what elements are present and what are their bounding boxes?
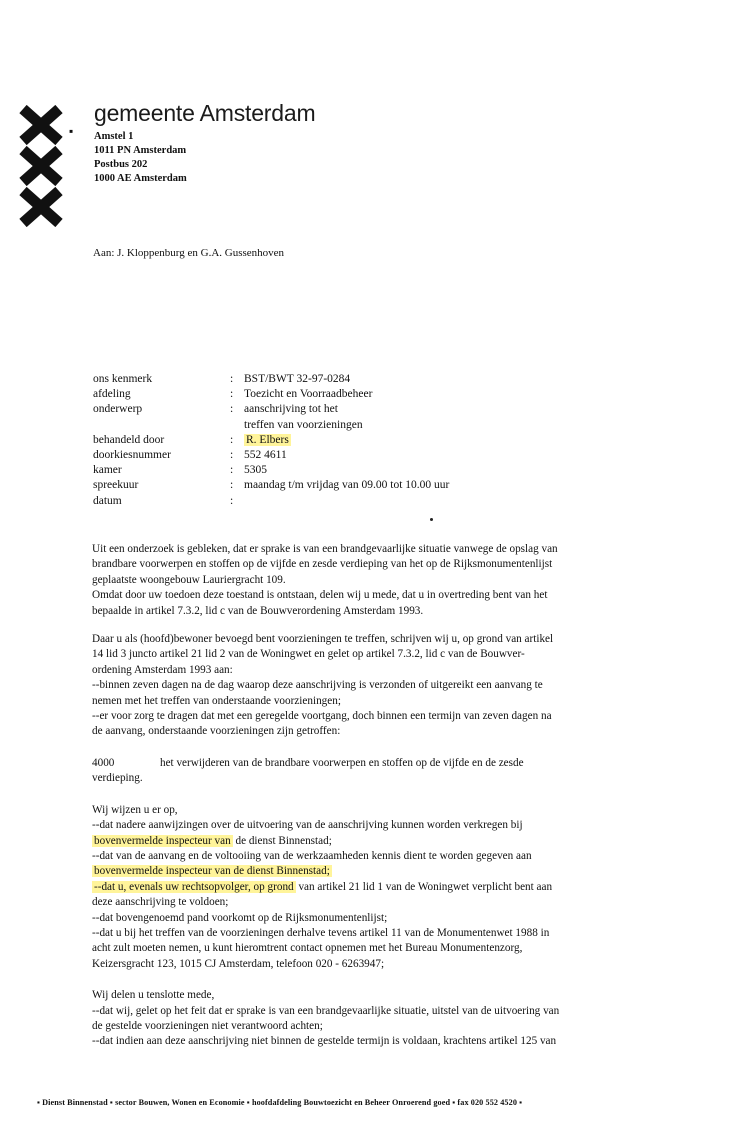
recipient-line: Aan: J. Kloppenburg en G.A. Gussenhoven [93,247,285,259]
body-line: Wij wijzen u er op, [92,803,178,816]
meta-colon: : [230,449,234,462]
body-line: acht zult moeten nemen, u kunt hieromtrent contact opnemen met het Bureau Monumentenzorg, [92,942,523,955]
meta-value: Toezicht en Voorraadbeheer [244,388,373,401]
meta-label: spreekuur [93,479,139,492]
meta-row [93,494,449,509]
body-line: de aanvang, onderstaande voorzieningen zijn getroffen: [92,725,341,738]
meta-value-highlighted: R. Elbers [246,433,289,446]
meta-label: datum [93,494,122,507]
body-line: --dat bovengenoemd pand voorkomt op de Rijksmonumentenlijst; [92,911,388,924]
voorziening-text-cont: verdieping. [92,772,143,785]
meta-value: maandag t/m vrijdag van 09.00 tot 10.00 uur [244,479,450,492]
body-line: --binnen zeven dagen na de dag waarop deze aanschrijving is verzonden of uitgereikt een aanvang te [92,679,543,692]
highlighted-text: bovenvermelde inspecteur van de dienst Binnenstad; [94,865,330,878]
meta-label: doorkiesnummer [93,449,171,462]
meta-value: 552 4611 [244,449,287,462]
meta-label: afdeling [93,388,131,401]
meta-value: BST/BWT 32-97-0284 [244,373,351,385]
meta-colon: : [230,433,234,446]
body-line: Keizersgracht 123, 1015 CJ Amsterdam, telefoon 020 - 6263947; [92,957,385,970]
amsterdam-crosses-logo-icon [18,105,64,227]
body-line: bepaalde in artikel 7.3.2, lid c van de Bouwverordening Amsterdam 1993. [92,604,424,617]
body-line: --dat van de aanvang en de voltooiing van de werkzaamheden kennis dient te worden gegeven aan [92,849,532,862]
letter-body [92,542,692,1050]
meta-row [93,418,449,433]
meta-row [93,372,449,387]
meta-colon: : [230,373,234,385]
paragraph-order [92,632,692,740]
meta-label [93,418,230,433]
body-line: --dat indien aan deze aanschrijving niet binnen de gestelde termijn is voldaan, krachtens artikel 125 van [92,1035,557,1048]
meta-label: kamer [93,464,122,477]
body-line: Wij delen u tenslotte mede, [92,989,215,1002]
voorziening-code: 4000 [92,756,115,769]
body-text: van artikel 21 lid 1 van de Woningwet verplicht bent aan [295,880,553,893]
meta-row [93,402,449,417]
voorziening-item [92,756,692,787]
org-name: gemeente Amsterdam [94,100,316,126]
body-line: Daar u als (hoofd)bewoner bevoegd bent voorzieningen te treffen, schrijven wij u, op grond van artikel [92,633,554,646]
highlighted-text: bovenvermelde inspecteur van [94,834,231,847]
address-line: Postbus 202 [94,159,148,170]
meta-label: ons kenmerk [93,373,153,385]
address-line: 1000 AE Amsterdam [94,173,187,184]
paragraph-notices [92,803,692,972]
body-line: de gestelde voorzieningen niet verantwoord achten; [92,1019,323,1032]
meta-value: aanschrijving tot het [244,403,338,416]
org-address [94,130,187,186]
body-text: de dienst Binnenstad; [232,834,332,847]
meta-value: 5305 [244,464,267,477]
body-line: --dat nadere aanwijzingen over de uitvoering van de aanschrijving kunnen worden verkregen bij [92,819,523,832]
body-line: ordening Amsterdam 1993 aan: [92,663,233,676]
scan-speck [430,518,433,521]
body-line: --er voor zorg te dragen dat met een geregelde voortgang, doch binnen een termijn van zeven dagen na [92,710,552,723]
paragraph-finding [92,542,692,619]
body-line: nemen met het treffen van onderstaande voorzieningen; [92,694,341,707]
address-line: 1011 PN Amsterdam [94,145,187,156]
meta-colon-empty [230,418,244,433]
meta-colon: : [230,494,234,507]
body-line: --dat u bij het treffen van de voorzieningen derhalve tevens artikel 11 van de Monumentenwet 1988 in [92,926,550,939]
paragraph-closing [92,988,692,1050]
voorziening-text: het verwijderen van de brandbare voorwerpen en stoffen op de vijfde en de zesde [160,756,524,769]
meta-label: onderwerp [93,403,143,416]
body-line: 14 lid 3 juncto artikel 21 lid 2 van de Woningwet en gelet op artikel 7.3.2, lid c van de Bouwver- [92,648,525,661]
body-line: Omdat door uw toedoen deze toestand is ontstaan, delen wij u mede, dat u in overtreding bent van het [92,589,548,602]
meta-row [93,478,449,493]
meta-row [93,387,449,402]
meta-colon: : [230,464,234,477]
meta-label: behandeld door [93,433,165,446]
meta-colon: : [230,403,234,416]
meta-row [93,433,449,448]
reference-table [93,372,449,509]
meta-row [93,448,449,463]
body-line: brandbare voorwerpen en stoffen op de vijfde en zesde verdieping van het op de Rijksmonumentenlijst [92,558,553,571]
body-line: deze aanschrijving te voldoen; [92,896,229,909]
body-line: geplaatste woongebouw Lauriergracht 109. [92,573,286,586]
address-line: Amstel 1 [94,131,134,142]
meta-row [93,463,449,478]
body-line: --dat wij, gelet op het feit dat er sprake is van een brandgevaarlijke situatie, uitstel van de uitvoering van [92,1004,560,1017]
meta-colon: : [230,479,234,492]
body-line: Uit een onderzoek is gebleken, dat er sprake is van een brandgevaarlijke situatie vanwege de opslag van [92,543,558,555]
highlighted-text: --dat u, evenals uw rechtsopvolger, op grond [94,880,294,893]
meta-value: treffen van voorzieningen [244,418,363,431]
meta-colon: : [230,388,234,401]
header-bullet-icon: ▪ [69,124,74,138]
footer-line: ▪ Dienst Binnenstad ▪ sector Bouwen, Wonen en Economie ▪ hoofdafdeling Bouwtoezicht en Beheer Onroerend goed ▪ fax 020 552 4520 ▪ [37,1098,523,1107]
